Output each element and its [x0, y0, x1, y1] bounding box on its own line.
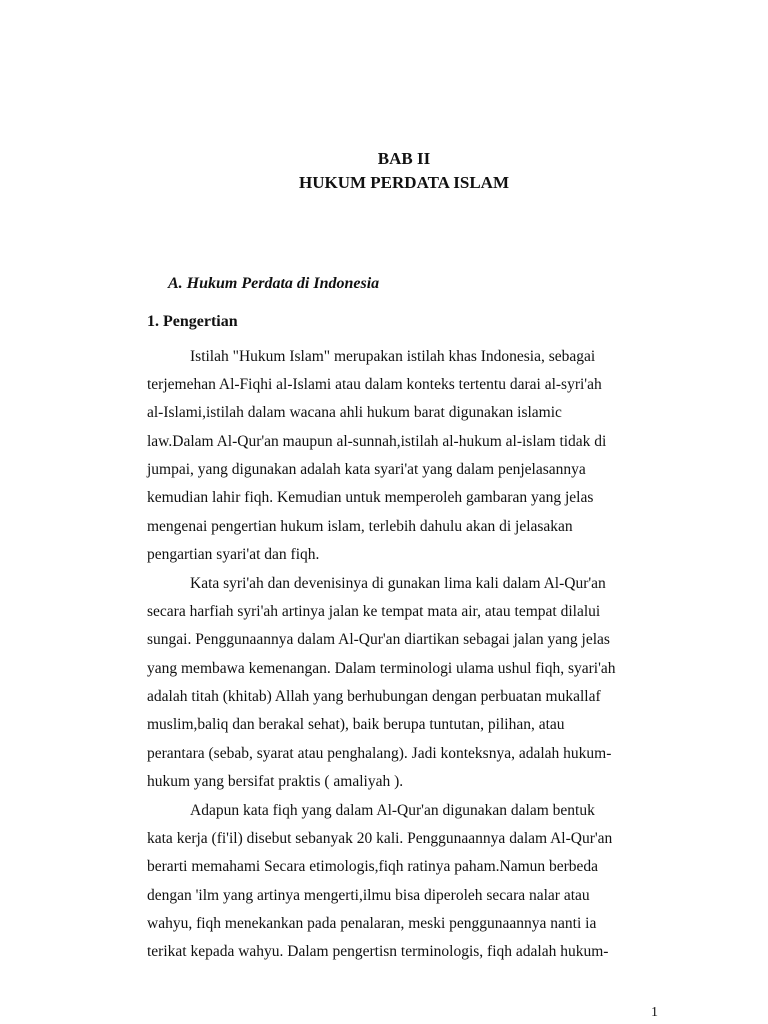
page-number: 1: [651, 1005, 658, 1020]
chapter-title: BAB II: [377, 149, 431, 168]
body-line: berarti memahami Secara etimologis,fiqh ratinya paham.Namun berbeda: [147, 858, 599, 875]
body-line: jumpai, yang digunakan adalah kata syari'at yang dalam penjelasannya: [147, 461, 586, 478]
body-line: mengenai pengertian hukum islam, terlebih dahulu akan di jelasakan: [147, 518, 573, 535]
body-line: secara harfiah syri'ah artinya jalan ke tempat mata air, atau tempat dilalui: [147, 603, 601, 620]
body-line: Kata syri'ah dan devenisinya di gunakan lima kali dalam Al-Qur'an: [190, 575, 606, 592]
section-heading: A. Hukum Perdata di Indonesia: [168, 275, 380, 292]
body-line: muslim,baliq dan berakal sehat), baik berupa tuntutan, pilihan, atau: [147, 716, 565, 733]
body-line: pengartian syari'at dan fiqh.: [147, 546, 320, 563]
body-line: dengan 'ilm yang artinya mengerti,ilmu bisa diperoleh secara nalar atau: [147, 887, 590, 904]
body-line: yang membawa kemenangan. Dalam terminologi ulama ushul fiqh, syari'ah: [147, 660, 616, 677]
body-line: terikat kepada wahyu. Dalam pengertisn terminologis, fiqh adalah hukum-: [147, 943, 609, 960]
body-line: kemudian lahir fiqh. Kemudian untuk memperoleh gambaran yang jelas: [147, 489, 594, 506]
body-line: terjemehan Al-Fiqhi al-Islami atau dalam konteks tertentu darai al-syri'ah: [147, 376, 602, 393]
chapter-subtitle: HUKUM PERDATA ISLAM: [299, 173, 509, 192]
body-line: sungai. Penggunaannya dalam Al-Qur'an diartikan sebagai jalan yang jelas: [147, 631, 610, 648]
body-line: hukum yang bersifat praktis ( amaliyah ).: [147, 773, 404, 790]
body-line: kata kerja (fi'il) disebut sebanyak 20 kali. Penggunaannya dalam Al-Qur'an: [147, 830, 613, 847]
body-line: adalah titah (khitab) Allah yang berhubungan dengan perbuatan mukallaf: [147, 688, 601, 705]
body-line: law.Dalam Al-Qur'an maupun al-sunnah,istilah al-hukum al-islam tidak di: [147, 433, 607, 450]
body-line: al-Islami,istilah dalam wacana ahli hukum barat digunakan islamic: [147, 404, 562, 421]
body-line: Adapun kata fiqh yang dalam Al-Qur'an digunakan dalam bentuk: [190, 802, 595, 819]
subsection-heading: 1. Pengertian: [147, 313, 238, 330]
body-line: perantara (sebab, syarat atau penghalang). Jadi konteksnya, adalah hukum-: [147, 745, 612, 762]
body-line: Istilah "Hukum Islam" merupakan istilah khas Indonesia, sebagai: [190, 348, 596, 365]
body-line: wahyu, fiqh menekankan pada penalaran, meski penggunaannya nanti ia: [147, 915, 597, 932]
